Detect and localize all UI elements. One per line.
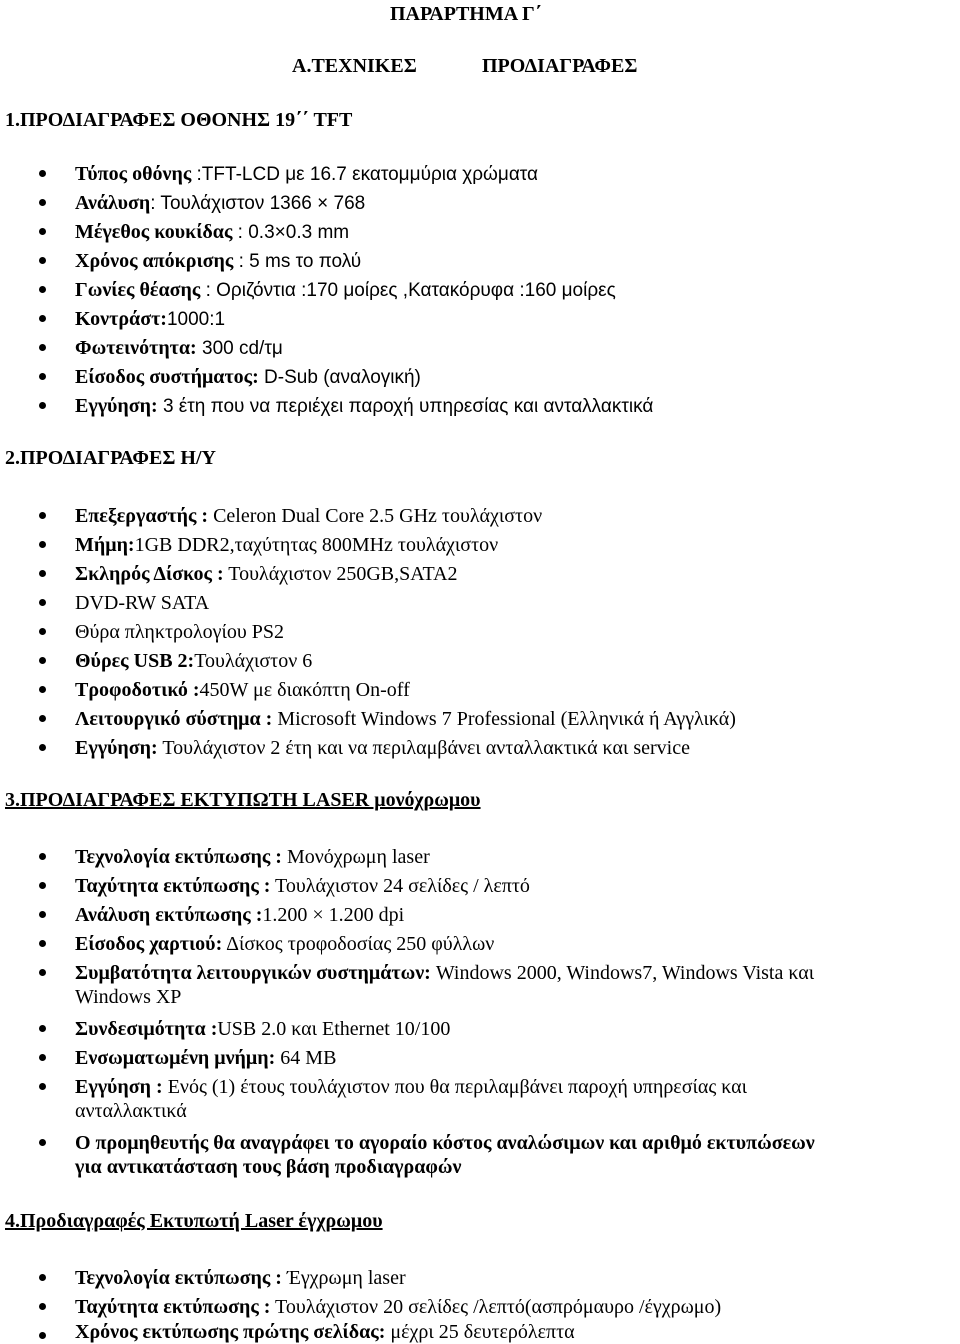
list-item: Λειτουργικό σύστημα : Microsoft Windows 7 Professional (Ελληνικά ή Αγγλικά) xyxy=(75,708,736,730)
bullet-icon xyxy=(39,1025,46,1032)
list-item: Ταχύτητα εκτύπωσης : Τουλάχιστον 24 σελίδες / λεπτό xyxy=(75,875,530,897)
annex-title: ΠΑΡΑΡΤΗΜΑ Γ΄ xyxy=(390,3,542,25)
bullet-icon xyxy=(39,257,46,264)
list-item: Τεχνολογία εκτύπωσης : Έγχρωμη laser xyxy=(75,1267,406,1289)
bullet-icon xyxy=(39,541,46,548)
list-item: Θύρες USB 2:Τουλάχιστον 6 xyxy=(75,650,313,672)
list-item: Συνδεσιμότητα :USB 2.0 και Ethernet 10/100 xyxy=(75,1018,451,1040)
list-item: Εγγύηση: 3 έτη που να περιέχει παροχή υπηρεσίας και ανταλλακτικά xyxy=(75,395,654,417)
section-2-title: 2.ΠΡΟΔΙΑΓΡΑΦΕΣ Η/Υ xyxy=(5,447,216,469)
section-3-title: 3.ΠΡΟΔΙΑΓΡΑΦΕΣ ΕΚΤΥΠΩΤΗ LASER μονόχρωμου xyxy=(5,789,481,811)
bullet-icon xyxy=(39,657,46,664)
bullet-icon xyxy=(39,744,46,751)
tech-title-prefix: Α.ΤΕΧΝΙΚΕΣ xyxy=(292,55,417,77)
bullet-icon xyxy=(39,344,46,351)
bullet-icon xyxy=(39,853,46,860)
list-item: Εγγύηση : Ενός (1) έτους τουλάχιστον που θα περιλαμβάνει παροχή υπηρεσίας και xyxy=(75,1076,748,1098)
bullet-icon xyxy=(39,1274,46,1281)
bullet-icon xyxy=(39,1303,46,1310)
bullet-icon xyxy=(39,628,46,635)
list-item-continuation: ανταλλακτικά xyxy=(75,1100,187,1122)
bullet-icon xyxy=(39,940,46,947)
list-item: Επεξεργαστής : Celeron Dual Core 2.5 GHz τουλάχιστον xyxy=(75,505,543,527)
list-item: Είσοδος χαρτιού: Δίσκος τροφοδοσίας 250 φύλλων xyxy=(75,933,495,955)
bullet-icon xyxy=(39,570,46,577)
list-item: Γωνίες θέασης : Οριζόντια :170 μοίρες ,Κατακόρυφα :160 μοίρες xyxy=(75,279,616,301)
list-item: Μέγεθος κουκίδας : 0.3×0.3 mm xyxy=(75,221,350,243)
bullet-icon xyxy=(39,715,46,722)
list-item-continuation: Windows XP xyxy=(75,986,182,1008)
bullet-icon xyxy=(39,1139,46,1146)
list-item: Τεχνολογία εκτύπωσης : Μονόχρωμη laser xyxy=(75,846,430,868)
list-item: Κοντράστ:1000:1 xyxy=(75,308,226,330)
list-item: Χρόνος εκτύπωσης πρώτης σελίδας: μέχρι 25 δευτερόλεπτα xyxy=(75,1321,575,1343)
list-item: Είσοδος συστήματος: D-Sub (αναλογική) xyxy=(75,366,421,388)
bullet-icon xyxy=(39,1332,46,1339)
list-item: Ανάλυση: Τουλάχιστον 1366 × 768 xyxy=(75,192,366,214)
list-item: Φωτεινότητα: 300 cd/τμ xyxy=(75,337,283,359)
bullet-icon xyxy=(39,1083,46,1090)
bullet-icon xyxy=(39,373,46,380)
list-item: DVD-RW SATA xyxy=(75,592,210,614)
list-item: Τροφοδοτικό :450W με διακόπτη On-off xyxy=(75,679,410,701)
list-item: Εγγύηση: Τουλάχιστον 2 έτη και να περιλαμβάνει ανταλλακτικά και service xyxy=(75,737,690,759)
bullet-icon xyxy=(39,315,46,322)
tech-title-suffix: ΠΡΟΔΙΑΓΡΑΦΕΣ xyxy=(482,55,638,77)
bullet-icon xyxy=(39,286,46,293)
bullet-icon xyxy=(39,911,46,918)
section-4-title: 4.Προδιαγραφές Εκτυπωτή Laser έγχρωμου xyxy=(5,1210,383,1232)
bullet-icon xyxy=(39,686,46,693)
list-item: Ο προμηθευτής θα αναγράφει το αγοραίο κόστος αναλώσιμων και αριθμό εκτυπώσεων xyxy=(75,1132,815,1154)
bullet-icon xyxy=(39,599,46,606)
list-item: Θύρα πληκτρολογίου PS2 xyxy=(75,621,285,643)
bullet-icon xyxy=(39,170,46,177)
bullet-icon xyxy=(39,969,46,976)
list-item: Συμβατότητα λειτουργικών συστημάτων: Windows 2000, Windows7, Windows Vista και xyxy=(75,962,815,984)
bullet-icon xyxy=(39,1054,46,1061)
list-item: Σκληρός Δίσκος : Τουλάχιστον 250GB,SATA2 xyxy=(75,563,458,585)
list-item: Μήμη:1GB DDR2,ταχύτητας 800MHz τουλάχιστον xyxy=(75,534,499,556)
bullet-icon xyxy=(39,512,46,519)
bullet-icon xyxy=(39,228,46,235)
list-item: Χρόνος απόκρισης : 5 ms το πολύ xyxy=(75,250,362,272)
bullet-icon xyxy=(39,199,46,206)
list-item: Ενσωματωμένη μνήμη: 64 MB xyxy=(75,1047,337,1069)
list-item-continuation: για αντικατάσταση τους βάση προδιαγραφών xyxy=(75,1156,462,1178)
list-item: Ανάλυση εκτύπωσης :1.200 × 1.200 dpi xyxy=(75,904,405,926)
list-item: Ταχύτητα εκτύπωσης : Τουλάχιστον 20 σελίδες /λεπτό(ασπρόμαυρο /έγχρωμο) xyxy=(75,1296,722,1318)
bullet-icon xyxy=(39,882,46,889)
bullet-icon xyxy=(39,402,46,409)
section-1-title: 1.ΠΡΟΔΙΑΓΡΑΦΕΣ ΟΘΟΝΗΣ 19΄΄ TFT xyxy=(5,109,353,131)
list-item: Τύπος οθόνης :TFT-LCD με 16.7 εκατομμύρια χρώματα xyxy=(75,163,539,185)
